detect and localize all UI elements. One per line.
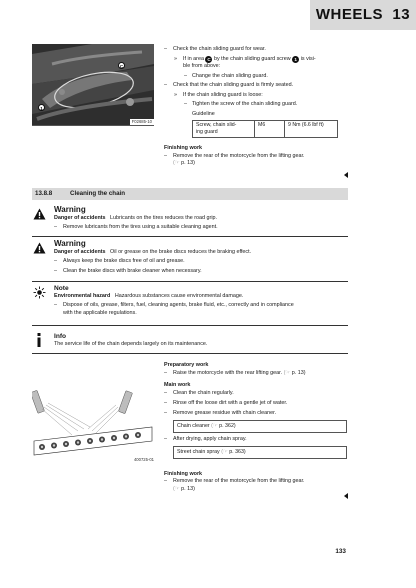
warning-bullet: – Remove lubricants from the tires using a suitable cleaning agent. <box>54 224 218 231</box>
finishing-ref[interactable]: (☞ p. 13) <box>173 485 195 492</box>
chapter-title: WHEELS 13 <box>315 5 411 23</box>
section-heading <box>32 188 348 200</box>
page-number: 133 <box>335 548 346 555</box>
end-marker-icon <box>344 493 348 499</box>
note-bullet: – Dispose of oils, grease, filters, fuel, cleaning agents, brake fluid, etc., correctly and in compliance with the applicable regulations. <box>54 302 294 317</box>
main-step: – After drying, apply chain spray. <box>164 435 247 442</box>
guideline-label: Guideline <box>192 110 215 117</box>
preparatory-work-heading: Preparatory work <box>164 362 209 368</box>
warning-icon <box>33 208 46 223</box>
condition-visible: » If in area C by the chain sliding guard screw 1 is visi- ble from above: <box>174 55 316 70</box>
callout-c-icon: C <box>207 56 211 62</box>
prep-ref[interactable]: p. 13) <box>291 369 306 376</box>
figure-code: 400725-01 <box>133 457 154 463</box>
info-title: Info <box>54 333 67 340</box>
substep-change-guard: – Change the chain sliding guard. <box>184 72 268 79</box>
finishing-step: – Remove the rear of the motorcycle from the lifting gear. <box>164 152 305 159</box>
table-cell: Screw, chain slid- ing guard <box>193 120 255 138</box>
info-box <box>54 333 348 348</box>
finishing-work-heading: Finishing work <box>164 145 203 152</box>
chain-guard-photo <box>32 44 154 126</box>
warning-brakes: Warning Danger of accidents Oil or grease on the brake discs reduces the braking effect. – Always keep the brake discs free of oil and grease. – Clean the brake discs with brake cleaner when necessary. <box>54 240 348 275</box>
info-icon <box>36 333 42 350</box>
table-cell: M6 <box>255 120 285 138</box>
section-number: 13.8.8 <box>35 189 53 197</box>
main-step: – Clean the chain regularly. <box>164 389 234 396</box>
environment-icon <box>33 286 46 302</box>
warning-bullet: – Clean the brake discs with brake cleaner when necessary. <box>54 267 202 274</box>
main-step: – Remove grease residue with chain cleaner. <box>164 409 277 416</box>
figure-code: F02685-10 <box>131 119 152 125</box>
info-text: The service life of the chain depends largely on its maintenance. <box>54 340 208 347</box>
chain-cleaner-ref[interactable]: Chain cleaner (☞ p. 362) <box>173 420 347 432</box>
chain-guard-illustration <box>32 44 154 126</box>
callout-1-icon: 1 <box>292 56 299 63</box>
table-cell: 9 Nm (6.6 lbf ft) <box>285 120 338 138</box>
note-environment: Note Environmental hazard Hazardous substances cause environmental damage. – Dispose of oils, grease, filters, fuel, cleaning agents, brake fluid, etc., correctly and in compliance with the applicable regulations. <box>54 285 348 318</box>
section-title: Cleaning the chain <box>70 189 126 197</box>
warning-icon <box>33 242 46 257</box>
chain-guard-steps <box>164 46 354 168</box>
substep-tighten-screw: – Tighten the screw of the chain sliding guard. <box>184 101 298 108</box>
step-check-seated: – Check that the chain sliding guard is firmly seated. <box>164 82 294 89</box>
note-title: Note <box>54 285 69 292</box>
chapter-header <box>310 0 416 30</box>
end-marker-icon <box>344 172 348 178</box>
finishing-work-heading: Finishing work <box>164 470 203 477</box>
table-row <box>193 120 338 138</box>
chain-cleaning-illustration <box>32 383 154 465</box>
main-step: – Rinse off the loose dirt with a gentle jet of water. <box>164 399 288 406</box>
callout-c-icon: C <box>119 64 124 69</box>
divider <box>32 281 348 282</box>
finishing-step: – Remove the rear of the motorcycle from the lifting gear. <box>164 478 305 485</box>
callout-1-icon: 1 <box>38 104 45 112</box>
cleaning-procedure <box>164 362 354 493</box>
guideline-table <box>192 120 338 139</box>
main-work-heading: Main work <box>164 382 191 389</box>
prep-step: – Raise the motorcycle with the rear lifting gear. (☞ p. 13) <box>164 369 306 376</box>
chain-spray-ref[interactable]: Street chain spray (☞ p. 363) <box>173 446 347 458</box>
warning-title: Warning <box>54 205 86 214</box>
divider <box>32 325 348 326</box>
warning-bullet: – Always keep the brake discs free of oil and grease. <box>54 258 185 265</box>
step-check-wear: – Check the chain sliding guard for wear. <box>164 46 266 52</box>
divider <box>32 353 348 354</box>
condition-loose: » If the chain sliding guard is loose: <box>174 91 263 98</box>
warning-tires: Warning Danger of accidents Lubricants on the tires reduces the road grip. – Remove lubricants from the tires using a suitable cleaning agent. <box>54 206 348 232</box>
warning-title: Warning <box>54 239 86 248</box>
finishing-ref[interactable]: (☞ p. 13) <box>173 160 195 167</box>
divider <box>32 236 348 237</box>
